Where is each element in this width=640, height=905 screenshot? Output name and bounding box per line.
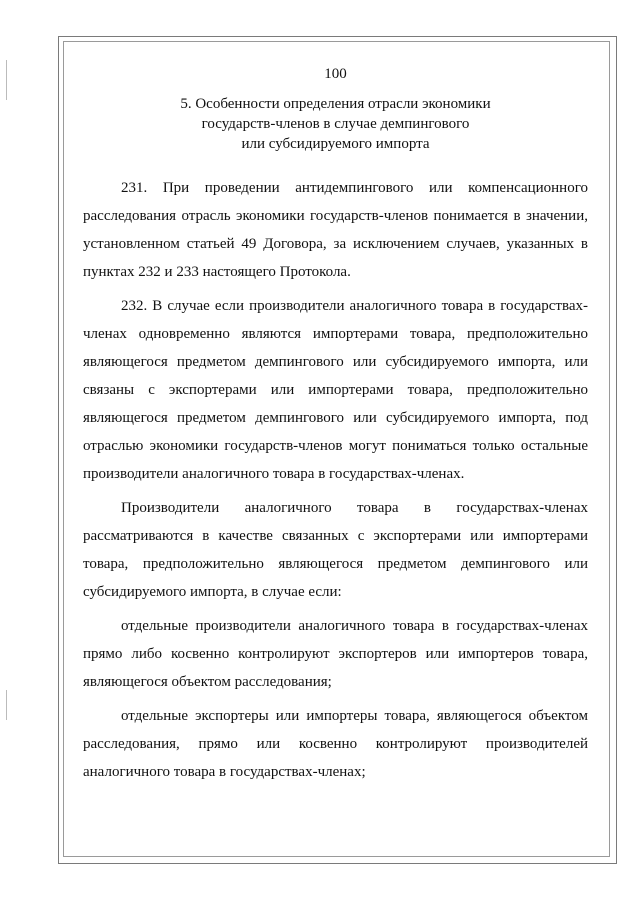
scan-edge-mark — [6, 60, 7, 100]
list-item-condition-2: отдельные экспортеры или импортеры товара, являющегося объектом расследования, прямо или косвенно контролируют производителей аналогичного товара в государствах-членах; — [83, 708, 588, 780]
document-body — [83, 58, 588, 792]
list-item-condition-1: отдельные производители аналогичного товара в государствах-членах прямо либо косвенно контролируют экспортеров или импортеров товара, являющегося объектом расследования; — [83, 618, 588, 690]
scan-edge-mark — [6, 690, 7, 720]
paragraph-related-producers: Производители аналогичного товара в государствах-членах рассматриваются в качестве связанных с экспортерами или импортерами товара, предположительно являющегося предметом демпингового или субсидируемого импорта, в случае если: — [83, 500, 588, 600]
section-heading-line: 5. Особенности определения отрасли экономики — [180, 96, 491, 112]
section-heading-line: государств-членов в случае демпингового — [201, 116, 470, 132]
page-number: 100 — [324, 66, 347, 82]
paragraph-232: 232. В случае если производители аналогичного товара в государствах-членах одновременно являются импортерами товара, предположительно являющегося предметом демпингового или субсидируемого импорта, или связаны с экспортерами или импортерами товара, предположительно являющегося предметом демпингового или субсидируемого импорта, под отраслью экономики государств-членов могут пониматься только остальные производители аналогичного товара в государствах-членах. — [83, 298, 588, 482]
section-heading — [83, 94, 588, 154]
paragraph-231: 231. При проведении антидемпингового или компенсационного расследования отрасль экономики государств-членов понимается в значении, установленном статьей 49 Договора, за исключением случаев, указанных в пунктах 232 и 233 настоящего Протокола. — [83, 180, 588, 280]
section-heading-line: или субсидируемого импорта — [241, 136, 430, 152]
